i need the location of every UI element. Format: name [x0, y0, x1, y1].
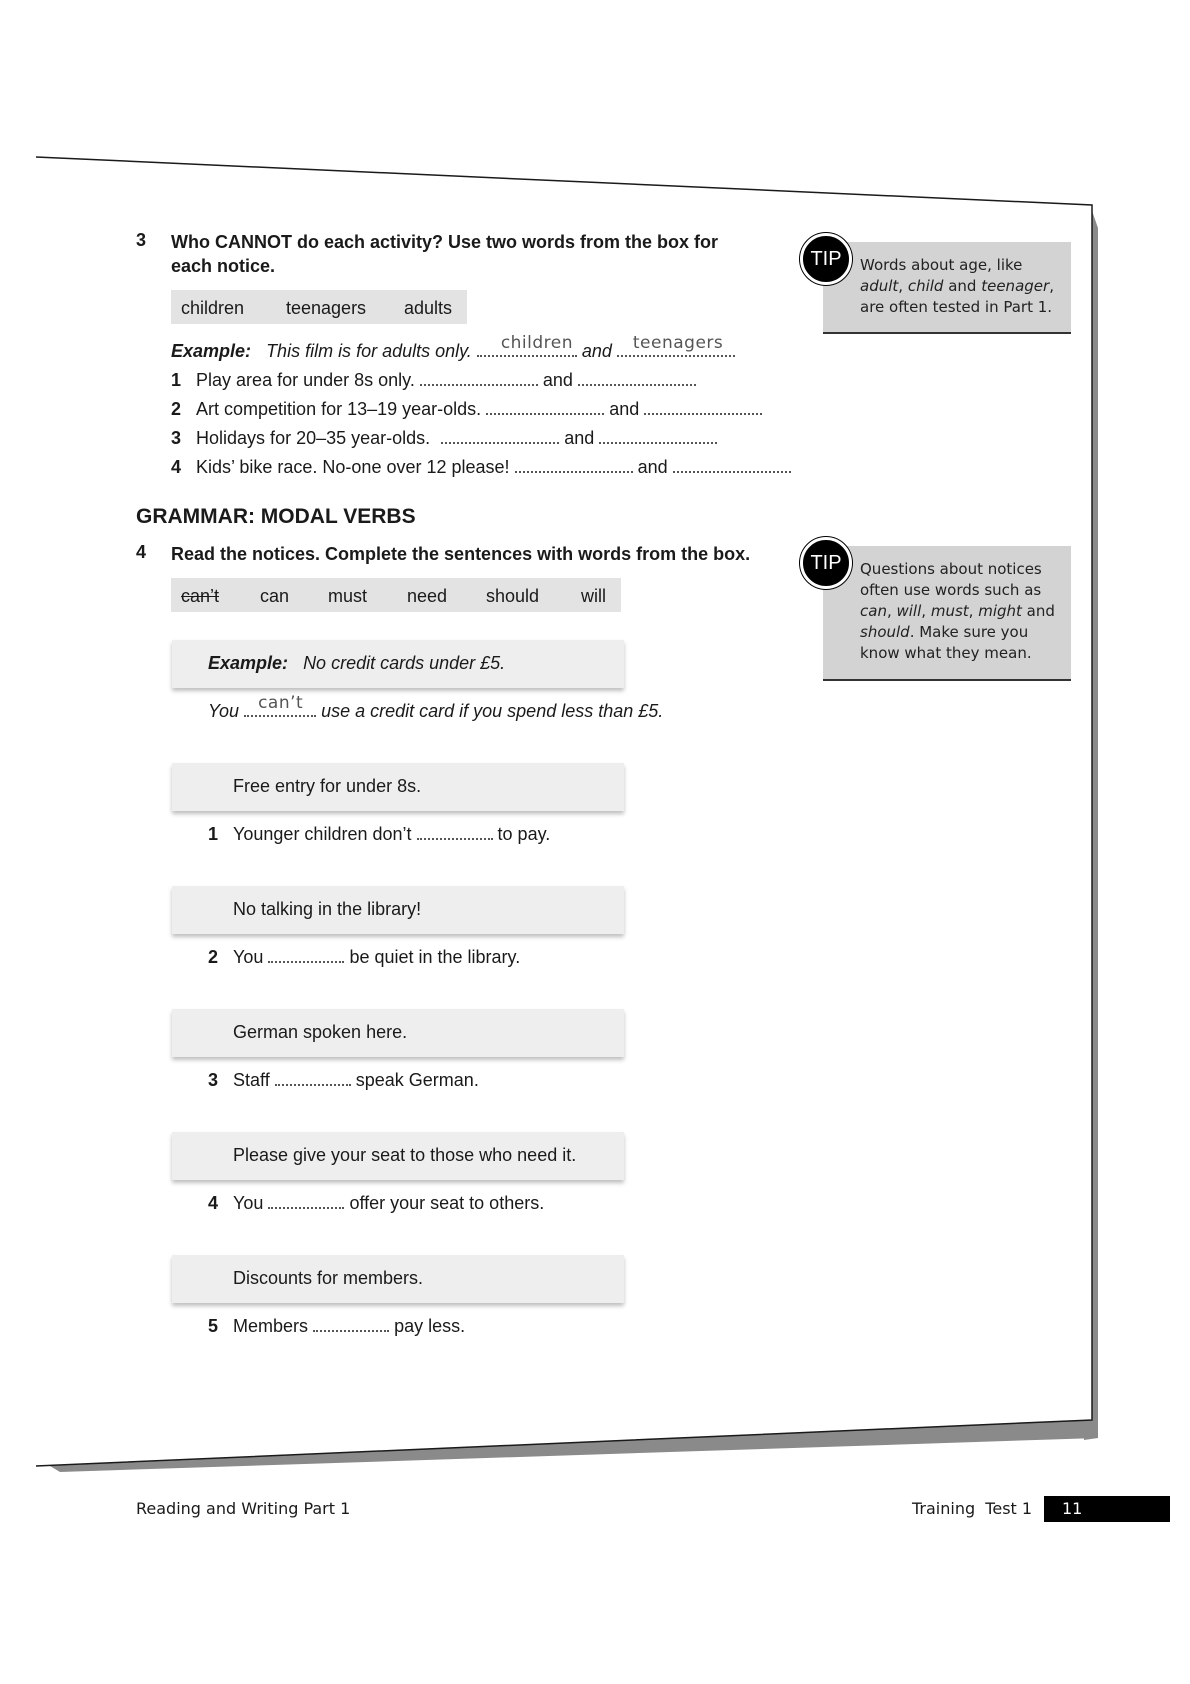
- box-word: children: [181, 298, 245, 318]
- box-word: teenagers: [286, 298, 367, 318]
- footer-test-label: Training Test 1: [912, 1499, 1033, 1518]
- list-item: 2 Art competition for 13–19 year-olds. and: [171, 399, 762, 420]
- notice-card: No talking in the library!: [172, 886, 624, 934]
- word-box: [171, 290, 467, 324]
- answer-blank[interactable]: [420, 370, 538, 386]
- notice-card: German spoken here.: [172, 1009, 624, 1057]
- answer-blank[interactable]: [275, 1070, 351, 1086]
- answer-blank[interactable]: [441, 428, 559, 444]
- example-line: Example: This film is for adults only. children and teenagers: [171, 341, 735, 362]
- box-word: can: [260, 586, 290, 606]
- tip-text: Words about age, like adult, child and teenager, are often tested in Part 1.: [860, 256, 1054, 316]
- tip-badge: TIP: [800, 233, 852, 285]
- example-sentence: You can’t use a credit card if you spend less than £5.: [208, 693, 664, 721]
- list-item: 4 You offer your seat to others.: [208, 1193, 545, 1213]
- answer-blank[interactable]: [578, 370, 696, 386]
- list-item: 5 Members pay less.: [208, 1316, 466, 1336]
- list-item: 1 Play area for under 8s only. and: [171, 370, 696, 391]
- answer-blank[interactable]: [268, 947, 344, 963]
- word-box: [171, 578, 621, 612]
- answer-blank[interactable]: [486, 399, 604, 415]
- answer-blank[interactable]: [313, 1316, 389, 1332]
- answer-blank[interactable]: [268, 1193, 344, 1209]
- box-word: can’t: [181, 586, 220, 606]
- answer-blank[interactable]: teenagers: [617, 341, 735, 357]
- box-word: adults: [404, 298, 453, 318]
- notice-card: Example: No credit cards under £5.: [172, 640, 624, 688]
- tip-text: Questions about notices often use words such as can, will, must, might and should. Make sure you know what they mean.: [860, 560, 1055, 662]
- list-item: 3 Staff speak German.: [208, 1070, 479, 1090]
- list-item: 3 Holidays for 20–35 year-olds. and: [171, 428, 717, 449]
- question-number: 3: [136, 230, 147, 250]
- question-instruction: Who CANNOT do each activity? Use two words from the box for each notice.: [171, 232, 719, 276]
- tip-badge: TIP: [800, 537, 852, 589]
- question-instruction: Read the notices. Complete the sentences with words from the box.: [171, 544, 751, 564]
- answer-blank[interactable]: [515, 457, 633, 473]
- list-item: 4 Kids’ bike race. No-one over 12 please! and: [171, 457, 791, 478]
- box-word: must: [328, 586, 368, 606]
- question-number: 4: [136, 542, 147, 562]
- box-word: should: [486, 586, 540, 606]
- list-item: 2 You be quiet in the library.: [208, 947, 521, 967]
- answer-blank[interactable]: [673, 457, 791, 473]
- answer-blank[interactable]: can’t: [244, 701, 316, 717]
- page-number: 11: [1044, 1496, 1170, 1522]
- list-item: 1 Younger children don’t to pay.: [208, 824, 551, 844]
- answer-blank[interactable]: children: [477, 341, 577, 357]
- notice-card: Please give your seat to those who need it.: [172, 1132, 624, 1180]
- box-word: will: [581, 586, 606, 606]
- notice-card: Discounts for members.: [172, 1255, 624, 1303]
- section-title: GRAMMAR: MODAL VERBS: [136, 505, 416, 528]
- answer-blank[interactable]: [417, 824, 493, 840]
- footer-section-label: Reading and Writing Part 1: [136, 1499, 351, 1518]
- answer-blank[interactable]: [644, 399, 762, 415]
- answer-blank[interactable]: [599, 428, 717, 444]
- box-word: need: [407, 586, 448, 606]
- notice-card: Free entry for under 8s.: [172, 763, 624, 811]
